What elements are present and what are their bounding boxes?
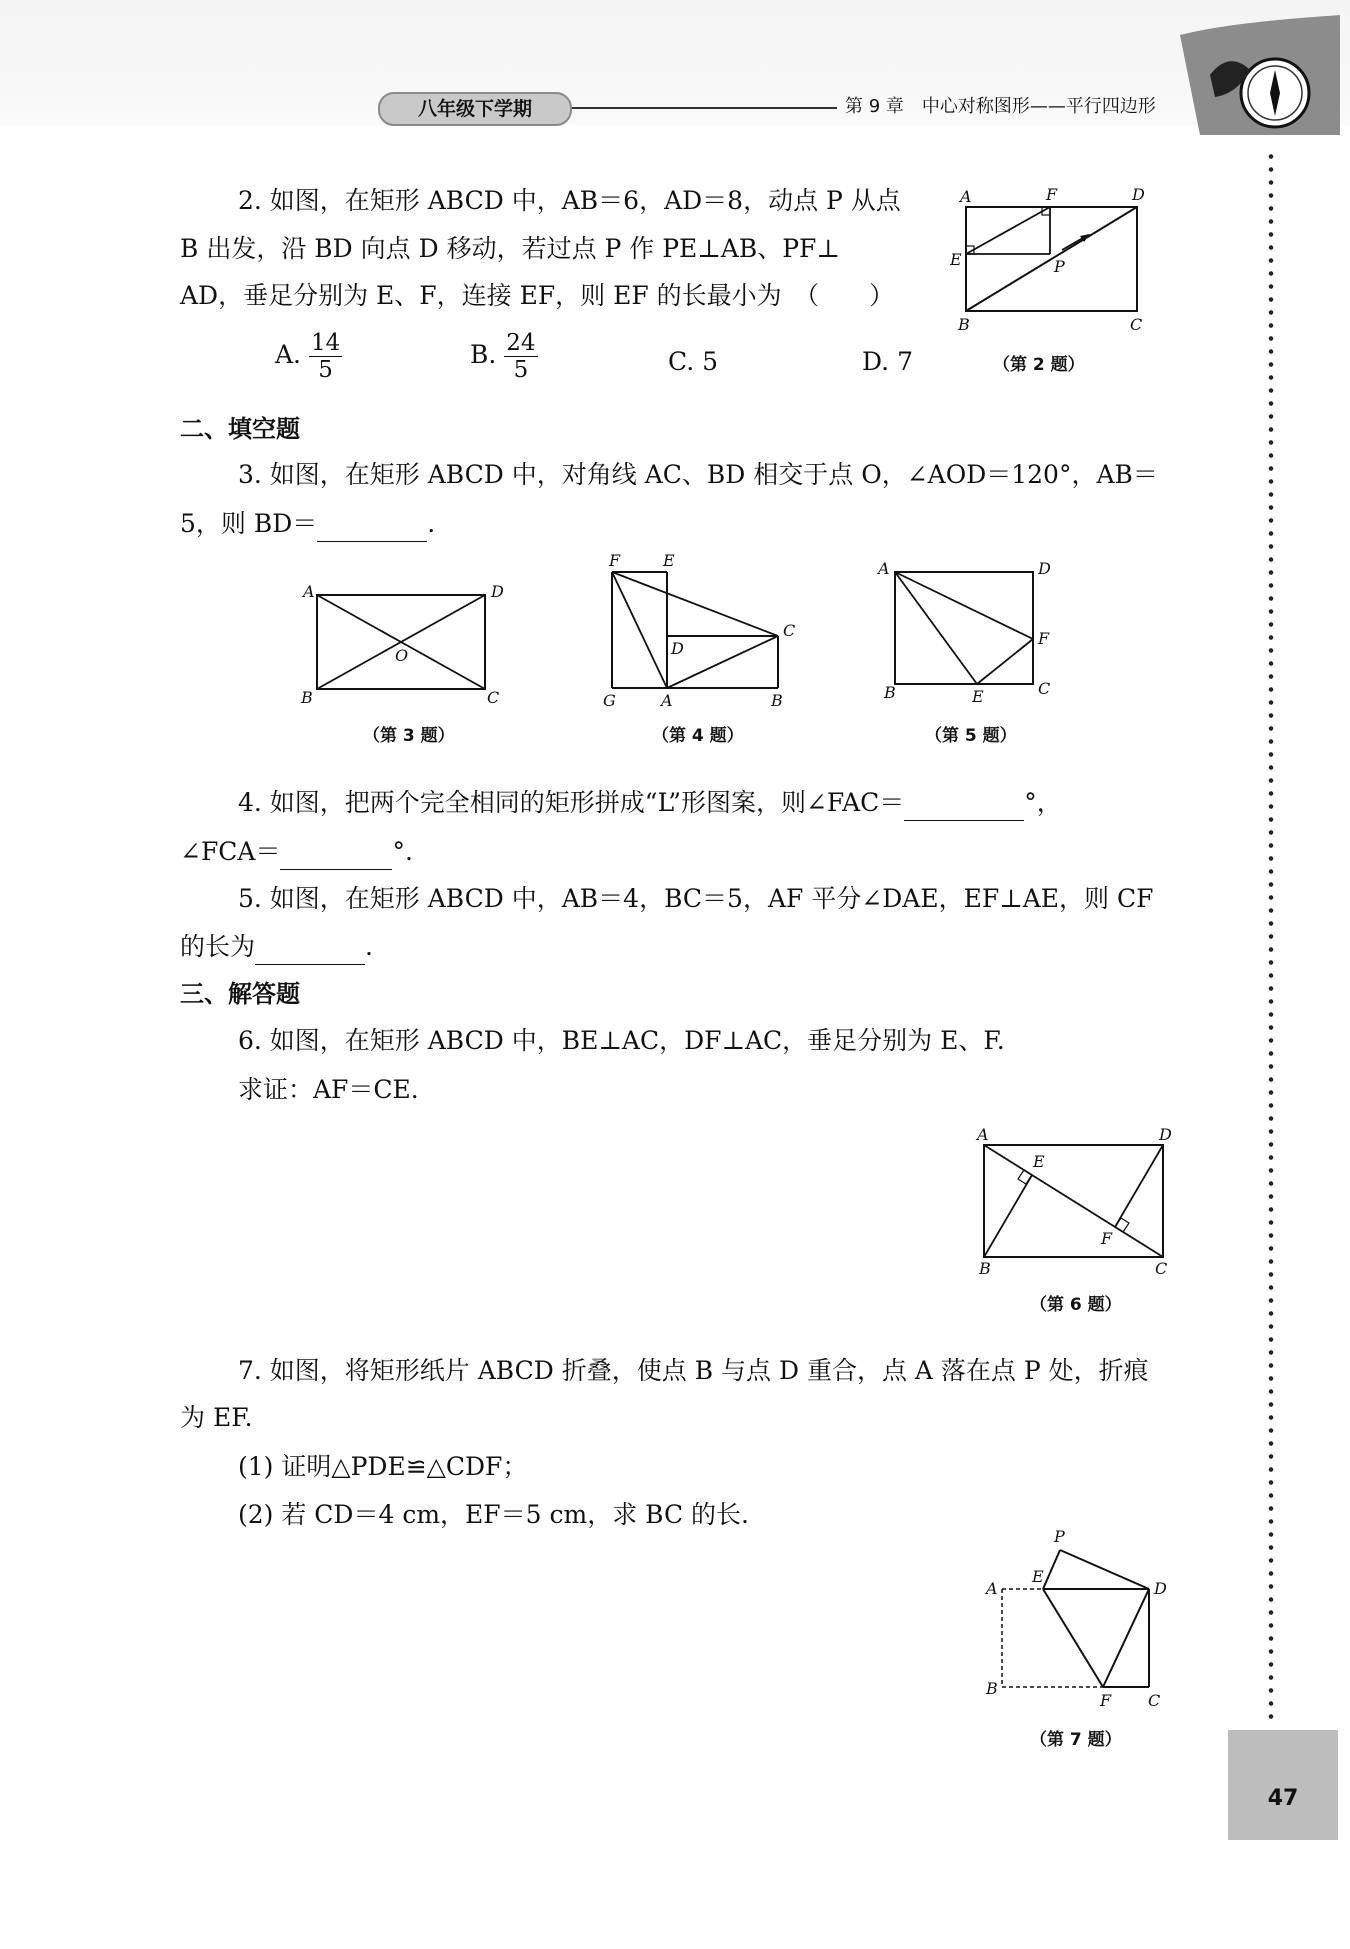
q7-line-3: (1) 证明△PDE≌△CDF； [238,1452,528,1481]
header-rule [572,107,837,109]
q3-label-o: O [395,646,409,665]
q5-answer-blank[interactable] [255,930,365,965]
q5-label-b: B [884,683,896,702]
q4-label-d: D [671,639,684,658]
q2-label-b: B [958,315,970,334]
option-letter: B. [470,340,497,369]
section-solutions-heading: 三、解答题 [180,980,300,1008]
q7-caption: （第 7 题） [1030,1730,1122,1750]
q6-caption: （第 6 题） [1030,1295,1122,1315]
q3-caption: （第 3 题） [363,726,455,746]
q4-label-b: B [771,691,783,710]
q6-figure [965,1118,1175,1278]
q2-label-f: F [1046,185,1058,204]
q7-label-f: F [1100,1691,1112,1710]
q2-label-p: P [1054,257,1065,276]
q5-label-a: A [878,559,890,578]
q2-option-d: D. 7 [862,347,913,376]
q2-option-c: C. 5 [668,347,719,376]
q7-line-2: 为 EF. [180,1403,253,1432]
q2-label-a: A [960,187,972,206]
q6-line-1: 6. 如图，在矩形 ABCD 中，BE⊥AC，DF⊥AC，垂足分别为 E、F. [238,1026,1005,1055]
q2-option-a [275,330,342,383]
q5-label-d: D [1038,559,1051,578]
q4-line-2: ∠FCA＝ °. [180,835,413,870]
q7-line-1: 7. 如图，将矩形纸片 ABCD 折叠，使点 B 与点 D 重合，点 A 落在点 P 处，折痕 [238,1356,1149,1385]
q3-label-d: D [491,582,504,601]
q2-label-e: E [950,250,962,269]
grade-label: 八年级下学期 [378,92,572,126]
q2-line-1: 2. 如图，在矩形 ABCD 中，AB＝6，AD＝8，动点 P 从点 [238,186,901,215]
q5-label-f: F [1038,629,1050,648]
page-number: 47 [1267,1786,1299,1811]
q4-label-a: A [661,691,673,710]
q7-label-c: C [1148,1691,1161,1710]
section-fill-in-heading: 二、填空题 [180,415,300,443]
q7-label-b: B [986,1679,998,1698]
q4-answer-blank-2[interactable] [280,835,392,870]
q4-label-e: E [663,552,675,570]
q6-label-d: D [1159,1125,1172,1144]
q7-figure [980,1522,1180,1712]
compass-emblem-icon [1180,15,1340,135]
q6-label-f: F [1101,1229,1113,1248]
fraction: $\frac{24}{5}$ [506,330,536,383]
q2-figure [950,180,1150,340]
q6-label-b: B [979,1259,991,1278]
fraction: $\frac{14}{5}$ [310,330,341,383]
q3-answer-blank[interactable] [317,507,427,542]
q2-caption: （第 2 题） [993,355,1085,375]
q3-label-c: C [487,688,500,707]
q5-line-1: 5. 如图，在矩形 ABCD 中，AB＝4，BC＝5，AF 平分∠DAE，EF⊥AE，则 CF [238,884,1154,913]
q6-label-e: E [1033,1152,1045,1171]
q5-label-e: E [972,687,984,706]
chapter-title: 第 9 章 中心对称图形——平行四边形 [845,96,1156,117]
q7-label-e: E [1032,1567,1044,1586]
q6-label-c: C [1155,1259,1168,1278]
q2-label-d: D [1132,185,1145,204]
q4-label-g: G [603,691,616,710]
q3-label-b: B [301,688,313,707]
q2-line-2: B 出发，沿 BD 向点 D 移动，若过点 P 作 PE⊥AB、PF⊥ [180,234,840,263]
q7-label-a: A [986,1579,998,1598]
q3-line-1: 3. 如图，在矩形 ABCD 中，对角线 AC、BD 相交于点 O，∠AOD＝120°，AB＝ [238,460,1158,489]
q5-label-c: C [1038,679,1051,698]
q5-caption: （第 5 题） [925,726,1017,746]
q7-label-p: P [1054,1527,1065,1546]
q2-option-b [470,330,538,383]
q4-figure [595,552,810,712]
q2-line-3: AD，垂足分别为 E、F，连接 EF，则 EF 的长最小为 （ ） [180,281,895,310]
q6-label-a: A [977,1125,989,1144]
q4-label-c: C [783,621,796,640]
margin-dotted-line [1268,150,1274,1720]
q4-caption: （第 4 题） [652,726,744,746]
q3-line-2: 5，则 BD＝ . [180,507,435,542]
page-number-box [1228,1730,1338,1840]
q4-line-1: 4. 如图，把两个完全相同的矩形拼成“L”形图案，则∠FAC＝ °， [238,786,1062,821]
q4-label-f: F [609,552,621,570]
q5-figure [872,552,1072,712]
q3-figure [295,575,520,710]
q4-answer-blank-1[interactable] [904,786,1024,821]
q5-line-2: 的长为 . [180,930,373,965]
q2-label-c: C [1130,315,1143,334]
q7-line-4: (2) 若 CD＝4 cm，EF＝5 cm，求 BC 的长. [238,1500,749,1529]
q6-line-2: 求证：AF＝CE. [238,1075,419,1104]
q3-label-a: A [303,582,315,601]
option-letter: A. [275,340,302,369]
q7-label-d: D [1154,1579,1167,1598]
